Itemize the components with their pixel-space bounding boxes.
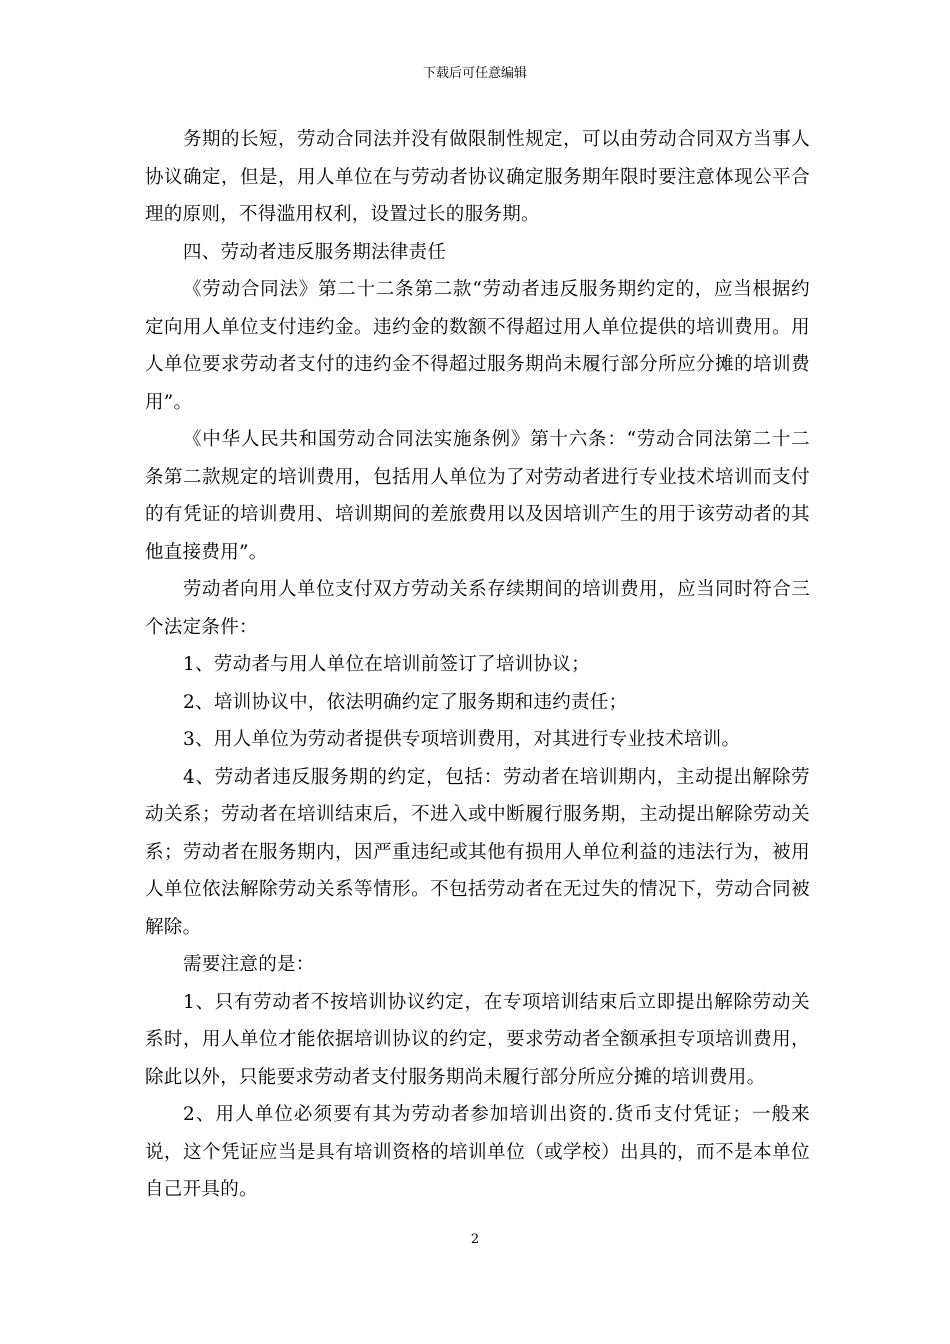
paragraph-service-period-length: 务期的长短，劳动合同法并没有做限制性规定，可以由劳动合同双方当事人协议确定，但是，用人单位在与劳动者协议确定服务期年限时要注意体现公平合理的原则，不得滥用权利，设置过长的服务期。 — [145, 129, 810, 225]
paragraph-notes-heading: 需要注意的是： — [183, 954, 315, 975]
list-item-condition-3: 3、用人单位为劳动者提供专项培训费用，对其进行专业技术培训。 — [183, 729, 741, 750]
paragraph-article-22: 《劳动合同法》第二十二条第二款“劳动者违反服务期约定的，应当根据约定向用人单位支付违约金。违约金的数额不得超过用人单位提供的培训费用。用人单位要求劳动者支付的违约金不得超过服务期尚未履行部分所应分摊的培训费用”。 — [145, 279, 810, 413]
list-item-condition-1: 1、劳动者与用人单位在培训前签订了培训协议； — [183, 654, 590, 675]
list-item-condition-2: 2、培训协议中，依法明确约定了服务期和违约责任； — [183, 691, 628, 713]
list-item-note-1: 1、只有劳动者不按培训协议约定，在专项培训结束后立即提出解除劳动关系时，用人单位才能依据培训协议的约定，要求劳动者全额承担专项培训费用，除此以外，只能要求劳动者支付服务期尚未履行部分所应分摊的培训费用。 — [145, 991, 810, 1088]
list-item-condition-4: 4、劳动者违反服务期的约定，包括：劳动者在培训期内，主动提出解除劳动关系；劳动者在培训结束后，不进入或中断履行服务期，主动提出解除劳动关系；劳动者在服务期内，因严重违纪或其他有损用人单位利益的违法行为，被用人单位依法解除劳动关系等情形。不包括劳动者在无过失的情况下，劳动合同被解除。 — [145, 766, 810, 938]
paragraph-three-conditions: 劳动者向用人单位支付双方劳动关系存续期间的培训费用，应当同时符合三个法定条件： — [145, 579, 810, 638]
section-heading-legal-liability: 四、劳动者违反服务期法律责任 — [183, 241, 447, 263]
page-header: 下载后可任意编辑 — [422, 66, 527, 81]
paragraph-regulation-article-16: 《中华人民共和国劳动合同法实施条例》第十六条：“劳动合同法第二十二条第二款规定的培训费用，包括用人单位为了对劳动者进行专业技术培训而支付的有凭证的培训费用、培训期间的差旅费用以及因培训产生的用于该劳动者的其他直接费用”。 — [145, 429, 810, 563]
document-body — [145, 121, 810, 1209]
page-number: 2 — [470, 1232, 480, 1247]
list-item-note-2: 2、用人单位必须要有其为劳动者参加培训出资的.货币支付凭证；一般来说，这个凭证应当是具有培训资格的培训单位（或学校）出具的，而不是本单位自己开具的。 — [145, 1104, 810, 1200]
